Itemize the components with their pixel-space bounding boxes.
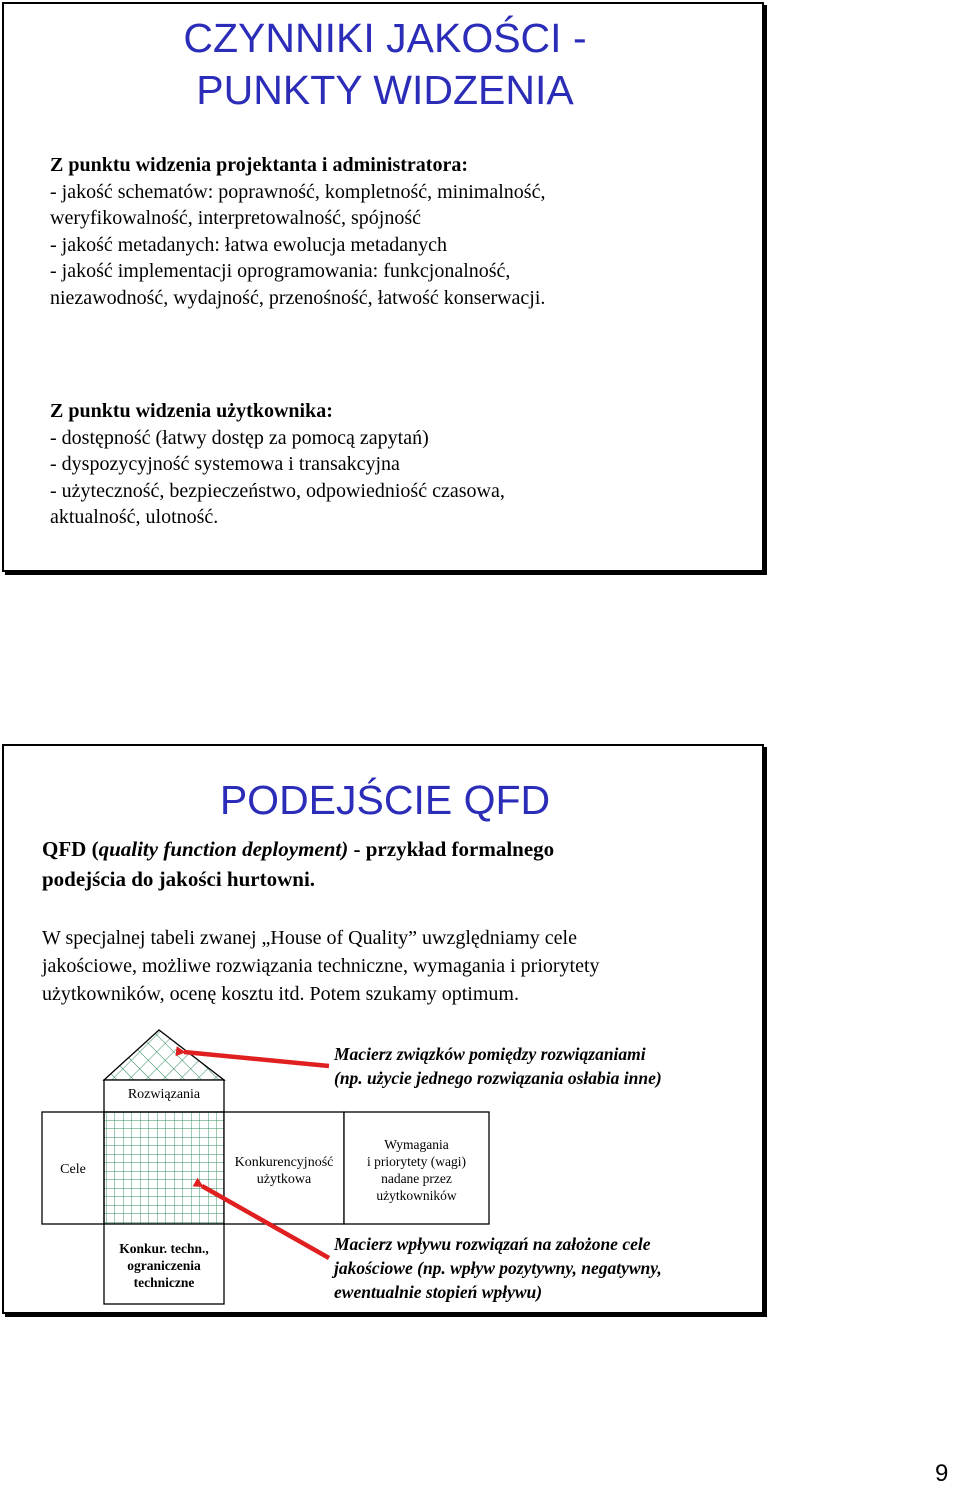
text-line: - jakość schematów: poprawność, kompletność, minimalność, (50, 180, 546, 203)
designer-perspective-section (50, 152, 545, 311)
intro-rest: - przykład formalnego (348, 837, 555, 861)
note-line: ewentualnie stopień wpływu) (334, 1282, 543, 1302)
label-line: użytkowa (256, 1172, 312, 1187)
text-line: - dyspozycyjność systemowa i transakcyjna (50, 453, 400, 475)
slide-qfd-approach (2, 744, 764, 1314)
note-line: Macierz związków pomiędzy rozwiązaniami (334, 1044, 646, 1064)
text-line: - jakość implementacji oprogramowania: funkcjonalność, (50, 260, 511, 282)
slide-quality-factors (2, 2, 764, 572)
label-line: Konkur. techn., (119, 1241, 209, 1256)
label-line: nadane przez (381, 1171, 452, 1186)
text-line: - dostępność (łatwy dostęp za pomocą zapytań) (50, 426, 429, 449)
text-line: jakościowe, możliwe rozwiązania techniczne, wymagania i priorytety (42, 955, 600, 977)
label-line: Wymagania (384, 1137, 449, 1152)
relationship-matrix (104, 1112, 224, 1224)
slide-title: PODEJŚCIE QFD (219, 777, 551, 823)
house-of-quality-diagram (4, 746, 762, 1312)
roof-matrix-note (334, 1042, 662, 1090)
competitiveness-label (224, 1154, 344, 1188)
label-line: techniczne (133, 1275, 195, 1290)
text-line: W specjalnej tabeli zwanej „House of Quality” uwzględniamy cele (42, 927, 577, 949)
label-line: ograniczenia (127, 1258, 201, 1273)
section-heading: Z punktu widzenia projektanta i administratora: (50, 154, 469, 176)
section-heading: Z punktu widzenia użytkownika: (50, 400, 333, 422)
label-line: Konkurencyjność (234, 1155, 334, 1170)
text-line: - użyteczność, bezpieczeństwo, odpowiedniość czasowa, (50, 479, 505, 502)
arrow-to-roof (184, 1052, 329, 1066)
note-line: Macierz wpływu rozwiązań na założone cele (334, 1234, 651, 1254)
title-line: CZYNNIKI JAKOŚCI - (183, 15, 587, 61)
note-line: (np. użycie jednego rozwiązania osłabia inne) (334, 1068, 662, 1088)
technical-constraints-label (104, 1240, 224, 1291)
goals-label: Cele (60, 1162, 86, 1177)
text-line: weryfikowalność, interpretowalność, spójność (50, 207, 422, 229)
user-perspective-section (50, 398, 505, 531)
title-line: PUNKTY WIDZENIA (196, 67, 574, 113)
label-line: i priorytety (wagi) (367, 1154, 466, 1169)
text-line: - jakość metadanych: łatwa ewolucja metadanych (50, 233, 448, 256)
solutions-label: Rozwiązania (127, 1087, 201, 1102)
text-line: niezawodność, wydajność, przenośność, łatwość konserwacji. (50, 286, 546, 309)
text-line: aktualność, ulotność. (50, 506, 219, 528)
page-number: 9 (935, 1460, 949, 1487)
impact-matrix-note (334, 1232, 662, 1304)
intro-line: podejścia do jakości hurtowni. (42, 867, 316, 891)
label-line: użytkowników (376, 1188, 457, 1203)
text-line: użytkowników, ocenę kosztu itd. Potem szukamy optimum. (42, 983, 519, 1005)
requirements-label (344, 1136, 489, 1204)
note-line: jakościowe (np. wpływ pozytywny, negatywny, (334, 1258, 662, 1278)
intro-prefix: QFD ( (42, 837, 99, 861)
slide-title (4, 12, 766, 116)
intro-italic: quality function deployment) (98, 837, 349, 861)
